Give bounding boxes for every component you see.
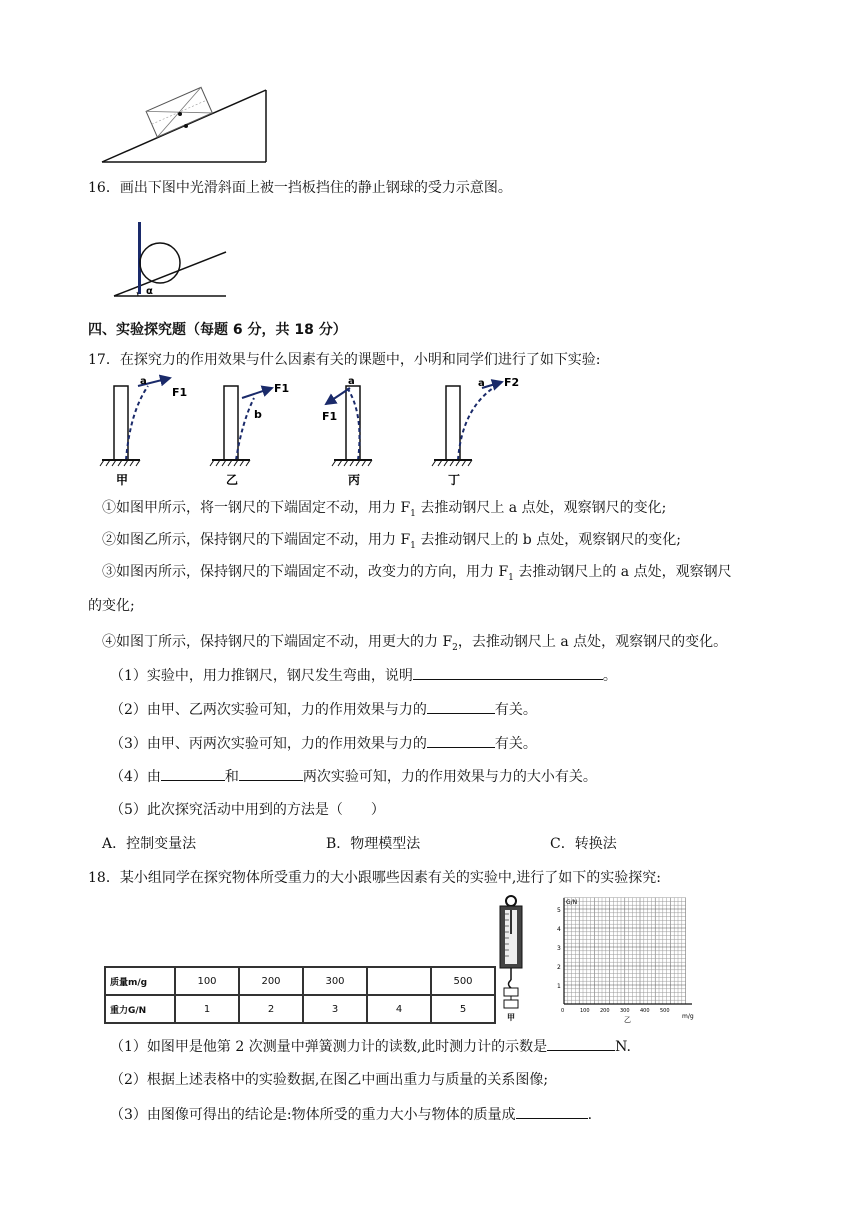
q17-step-4: ④如图丁所示，保持钢尺的下端固定不动，用更大的力 $F_2$，去推动钢尺上 a 点处，观察钢尺的变化。 [102, 634, 728, 653]
x-tick: 300 [620, 1008, 630, 1014]
y-tick: 2 [557, 964, 561, 971]
table-cell: 300 [303, 967, 367, 995]
fig-bing-caption: 丙 [348, 473, 361, 487]
x-tick: 500 [660, 1008, 670, 1014]
x-tick: 400 [640, 1008, 650, 1014]
incline-box-figure [98, 86, 270, 166]
answer-blank[interactable] [239, 766, 303, 781]
table-cell: 5 [431, 995, 495, 1023]
fig-jia-force: F1 [172, 386, 188, 399]
fig-yi-force: F1 [274, 382, 290, 395]
fig-bing [322, 376, 372, 487]
meter-caption: 甲 [507, 1013, 515, 1022]
mass-header: 质量m/g [105, 967, 175, 995]
ball-incline-figure [110, 220, 230, 302]
answer-blank[interactable] [547, 1036, 615, 1051]
q17-sub5: （5）此次探究活动中用到的方法是（ ） [110, 802, 385, 818]
table-cell: 100 [175, 967, 239, 995]
answer-blank[interactable] [516, 1104, 588, 1119]
mass-weight-table [104, 966, 496, 1024]
answer-blank[interactable] [161, 766, 225, 781]
q17-sub1: （1）实验中，用力推钢尺，钢尺发生弯曲，说明 。 [110, 665, 617, 686]
x-tick: 0 [561, 1008, 565, 1014]
fig-yi-caption: 乙 [226, 473, 239, 487]
y-tick: 5 [557, 907, 561, 914]
q17-step-3-cont: 的变化; [88, 598, 135, 614]
table-cell [367, 967, 431, 995]
fig-yi-point: b [254, 408, 262, 421]
weight-header: 重力G/N [105, 995, 175, 1023]
table-row [105, 995, 495, 1023]
q17-sub3: （3）由甲、丙两次实验可知，力的作用效果与力的 有关。 [110, 733, 537, 754]
q18-sub3: （3）由图像可得出的结论是:物体所受的重力大小与物体的质量成 . [110, 1104, 592, 1125]
fig-jia-caption: 甲 [116, 473, 129, 487]
q16-text: 16．画出下图中光滑斜面上被一挡板挡住的静止钢球的受力示意图。 [88, 180, 512, 196]
spring-scale-figure [494, 894, 528, 1024]
answer-blank[interactable] [427, 699, 495, 714]
fig-jia-point: a [140, 376, 147, 387]
graph-caption: 乙 [624, 1016, 631, 1024]
table-cell: 200 [239, 967, 303, 995]
angle-label: α [146, 286, 153, 297]
table-row [105, 967, 495, 995]
q17-intro: 17．在探究力的作用效果与什么因素有关的课题中，小明和同学们进行了如下实验: [88, 352, 601, 368]
ruler-experiment-figures [96, 372, 536, 488]
grid-lines [564, 898, 686, 1004]
section4-title: 四、实验探究题（每题 6 分，共 18 分） [88, 322, 347, 338]
fig-bing-force: F1 [322, 410, 338, 423]
x-axis-label: m/g [682, 1013, 694, 1020]
weight-mass-grid [548, 896, 700, 1026]
q17-sub4: （4）由 和 两次实验可知，力的作用效果与力的大小有关。 [110, 766, 597, 787]
fig-yi [210, 382, 289, 487]
table-cell: 500 [431, 967, 495, 995]
q17-step-3: ③如图丙所示，保持钢尺的下端固定不动，改变力的方向，用力 $F_1$ 去推动钢尺上的 a 点处，观察钢尺 [102, 564, 732, 583]
fig-ding-force: F2 [504, 376, 520, 389]
option-c[interactable]: C．转换法 [550, 836, 617, 852]
fig-ding-caption: 丁 [448, 473, 461, 487]
q18-intro: 18．某小组同学在探究物体所受重力的大小跟哪些因素有关的实验中,进行了如下的实验探究: [88, 870, 661, 886]
x-tick: 100 [580, 1008, 590, 1014]
q18-sub1: （1）如图甲是他第 2 次测量中弹簧测力计的读数,此时测力计的示数是 N. [110, 1036, 631, 1057]
answer-blank[interactable] [413, 665, 603, 680]
q18-sub2: （2）根据上述表格中的实验数据,在图乙中画出重力与质量的关系图像; [110, 1072, 549, 1088]
table-cell: 1 [175, 995, 239, 1023]
answer-blank[interactable] [427, 733, 495, 748]
fig-jia [100, 376, 187, 487]
option-a[interactable]: A．控制变量法 [102, 836, 197, 852]
table-cell: 2 [239, 995, 303, 1023]
table-cell: 4 [367, 995, 431, 1023]
y-tick: 3 [557, 945, 561, 952]
y-tick: 1 [557, 983, 561, 990]
q17-step-1: ①如图甲所示，将一钢尺的下端固定不动，用力 $F_1$ 去推动钢尺上 a 点处，观察钢尺的变化; [102, 500, 667, 519]
x-tick: 200 [600, 1008, 610, 1014]
q17-sub2: （2）由甲、乙两次实验可知，力的作用效果与力的 有关。 [110, 699, 537, 720]
fig-ding [432, 376, 519, 487]
fig-bing-point: a [348, 376, 355, 387]
q17-step-2: ②如图乙所示，保持钢尺的下端固定不动，用力 $F_1$ 去推动钢尺上的 b 点处，观察钢尺的变化; [102, 532, 681, 551]
y-axis-label: G/N [566, 899, 578, 906]
y-tick: 4 [557, 926, 561, 933]
option-b[interactable]: B．物理模型法 [326, 836, 421, 852]
fig-ding-point: a [478, 378, 485, 389]
table-cell: 3 [303, 995, 367, 1023]
